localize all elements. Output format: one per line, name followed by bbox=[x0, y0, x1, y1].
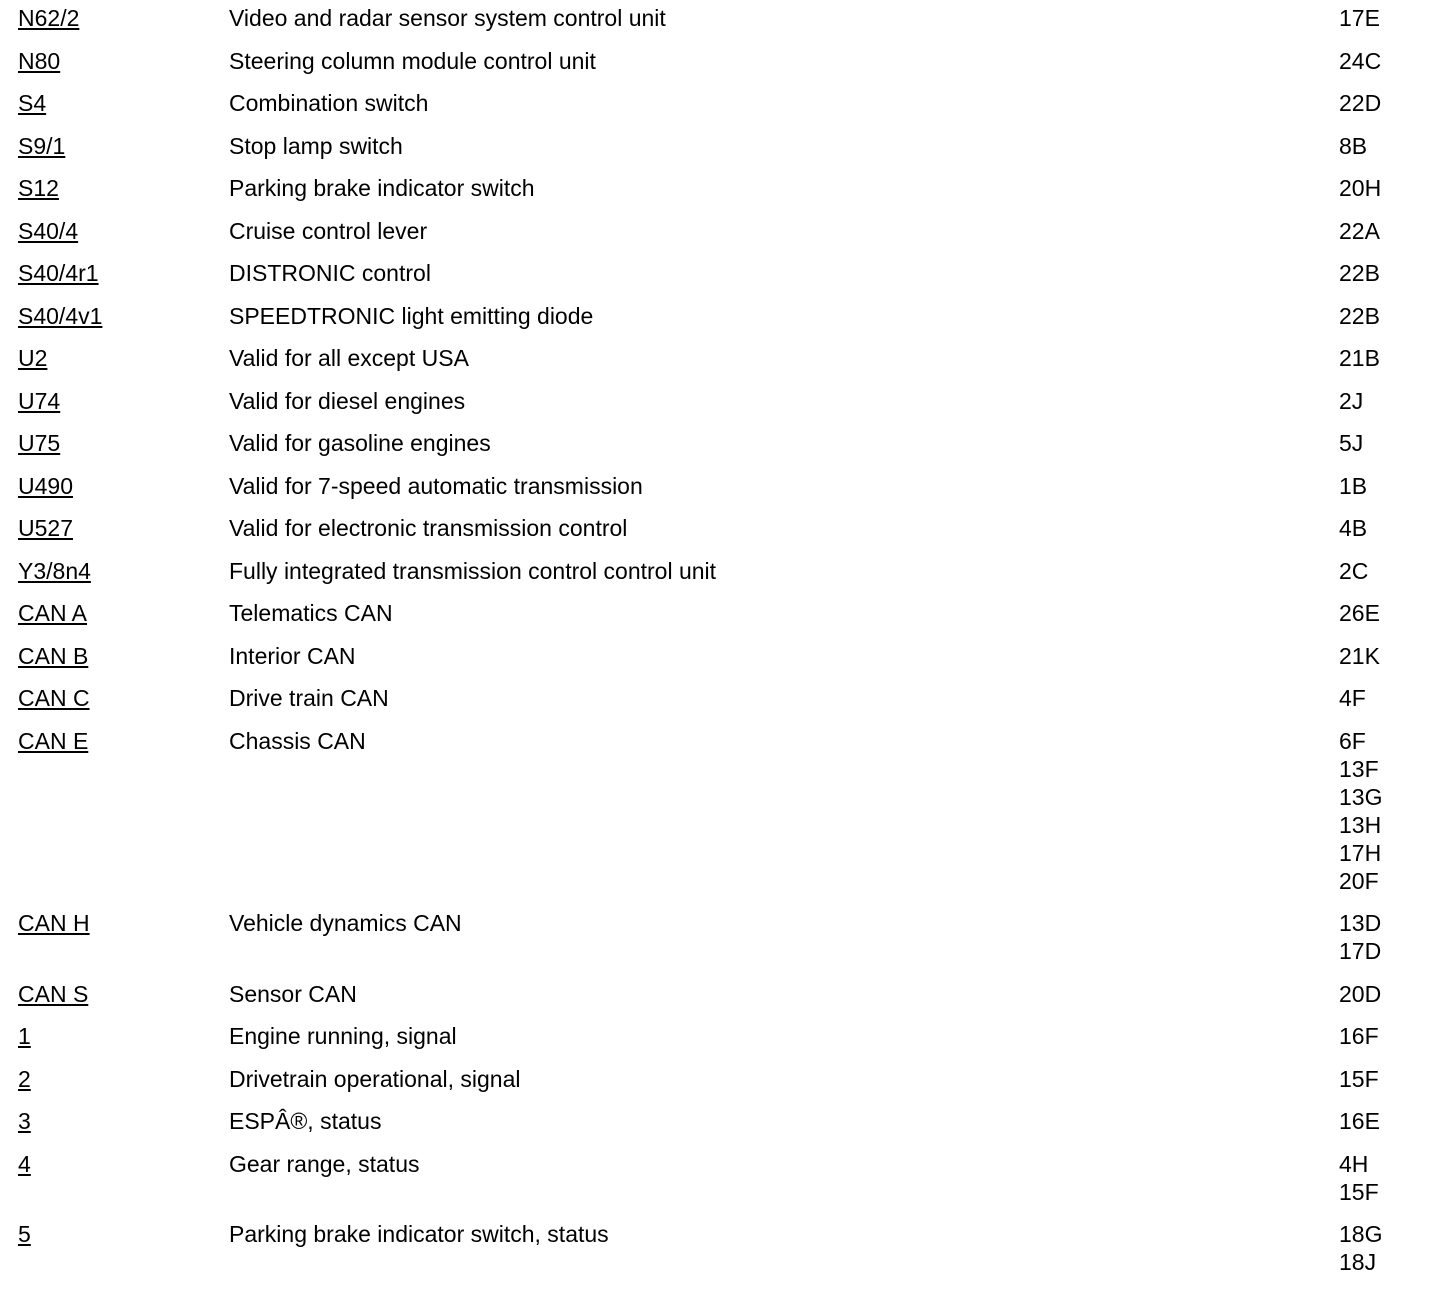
component-code-link[interactable]: S40/4v1 bbox=[18, 302, 103, 329]
grid-location: 1B bbox=[1339, 472, 1368, 499]
grid-location: 18J bbox=[1339, 1249, 1377, 1275]
grid-location-cell bbox=[1321, 1065, 1421, 1093]
grid-location-cell bbox=[1321, 429, 1421, 457]
table-row bbox=[0, 217, 1440, 260]
component-description: Drive train CAN bbox=[229, 685, 389, 711]
grid-location: 21K bbox=[1339, 642, 1380, 669]
component-code-link[interactable]: Y3/8n4 bbox=[18, 557, 91, 584]
component-code-link[interactable]: CAN H bbox=[18, 910, 90, 936]
grid-location-cell bbox=[1321, 302, 1421, 330]
table-row bbox=[0, 599, 1440, 642]
grid-location-cell bbox=[1321, 1220, 1421, 1276]
component-description: Gear range, status bbox=[229, 1150, 420, 1177]
component-description: Engine running, signal bbox=[229, 1023, 457, 1049]
component-code-link[interactable]: U490 bbox=[18, 472, 73, 499]
component-description: Stop lamp switch bbox=[229, 132, 403, 159]
component-code-cell bbox=[0, 1065, 211, 1093]
table-row bbox=[0, 727, 1440, 910]
grid-location: 20H bbox=[1339, 175, 1382, 201]
grid-location-cell bbox=[1321, 89, 1421, 117]
component-code-cell bbox=[0, 1150, 211, 1178]
grid-location: 17D bbox=[1339, 938, 1382, 964]
component-description: Valid for gasoline engines bbox=[229, 430, 491, 456]
component-code-cell bbox=[0, 387, 211, 415]
grid-location-cell bbox=[1321, 259, 1421, 287]
component-code-link[interactable]: S40/4 bbox=[18, 217, 79, 244]
component-description: Cruise control lever bbox=[229, 217, 428, 244]
grid-location-cell bbox=[1321, 599, 1421, 627]
grid-location: 26E bbox=[1339, 600, 1380, 626]
grid-location: 16F bbox=[1339, 1023, 1379, 1049]
component-description: Combination switch bbox=[229, 90, 429, 116]
table-row bbox=[0, 174, 1440, 217]
grid-location: 13D bbox=[1339, 910, 1382, 936]
component-code-link[interactable]: S40/4r1 bbox=[18, 260, 99, 286]
grid-location-cell bbox=[1321, 1150, 1421, 1206]
grid-location-cell bbox=[1321, 909, 1421, 965]
table-row bbox=[0, 259, 1440, 302]
component-code-link[interactable]: S4 bbox=[18, 90, 47, 116]
component-code-cell bbox=[0, 217, 211, 245]
grid-location-cell bbox=[1321, 132, 1421, 160]
component-code-link[interactable]: CAN S bbox=[18, 980, 89, 1007]
component-description: Valid for 7-speed automatic transmission bbox=[229, 472, 643, 499]
component-description: Vehicle dynamics CAN bbox=[229, 910, 462, 936]
grid-location: 15F bbox=[1339, 1065, 1379, 1092]
component-code-cell bbox=[0, 132, 211, 160]
component-code-link[interactable]: 2 bbox=[18, 1065, 31, 1092]
table-row bbox=[0, 1065, 1440, 1108]
table-row bbox=[0, 909, 1440, 980]
grid-location-cell bbox=[1321, 727, 1421, 895]
grid-location: 17H bbox=[1339, 839, 1382, 866]
component-description: Sensor CAN bbox=[229, 980, 357, 1007]
grid-location: 2C bbox=[1339, 557, 1369, 584]
table-row bbox=[0, 684, 1440, 727]
component-code-link[interactable]: N80 bbox=[18, 47, 61, 74]
table-row bbox=[0, 1150, 1440, 1221]
component-code-link[interactable]: CAN C bbox=[18, 685, 90, 711]
grid-location-cell bbox=[1321, 980, 1421, 1008]
grid-location: 13G bbox=[1339, 783, 1383, 810]
grid-location-cell bbox=[1321, 1107, 1421, 1135]
table-row bbox=[0, 1220, 1440, 1291]
component-code-cell bbox=[0, 1022, 211, 1050]
component-code-cell bbox=[0, 980, 211, 1008]
component-description: Valid for all except USA bbox=[229, 345, 469, 371]
component-code-link[interactable]: N62/2 bbox=[18, 5, 80, 31]
table-row bbox=[0, 1107, 1440, 1150]
component-code-cell bbox=[0, 259, 211, 287]
grid-location: 18G bbox=[1339, 1221, 1383, 1247]
grid-location: 21B bbox=[1339, 345, 1380, 371]
component-description: Valid for diesel engines bbox=[229, 387, 466, 414]
grid-location: 13F bbox=[1339, 755, 1379, 782]
component-code-link[interactable]: 1 bbox=[18, 1023, 31, 1049]
table-row bbox=[0, 132, 1440, 175]
component-code-cell bbox=[0, 684, 211, 712]
grid-location: 22D bbox=[1339, 90, 1382, 116]
component-code-link[interactable]: U527 bbox=[18, 515, 73, 541]
component-code-cell bbox=[0, 89, 211, 117]
grid-location-cell bbox=[1321, 684, 1421, 712]
component-code-link[interactable]: 3 bbox=[18, 1108, 31, 1134]
legend-table bbox=[0, 4, 1440, 1291]
component-code-cell bbox=[0, 472, 211, 500]
grid-location: 4F bbox=[1339, 685, 1366, 711]
grid-location: 4H bbox=[1339, 1150, 1369, 1177]
grid-location: 4B bbox=[1339, 515, 1368, 541]
grid-location-cell bbox=[1321, 387, 1421, 415]
component-description: Drivetrain operational, signal bbox=[229, 1065, 521, 1092]
component-code-link[interactable]: U2 bbox=[18, 345, 48, 371]
component-code-cell bbox=[0, 344, 211, 372]
table-row bbox=[0, 344, 1440, 387]
table-row bbox=[0, 514, 1440, 557]
table-row bbox=[0, 980, 1440, 1023]
component-code-link[interactable]: 5 bbox=[18, 1221, 31, 1247]
table-row bbox=[0, 429, 1440, 472]
table-row bbox=[0, 642, 1440, 685]
component-description: Chassis CAN bbox=[229, 727, 366, 754]
grid-location: 8B bbox=[1339, 132, 1368, 159]
grid-location: 17E bbox=[1339, 5, 1380, 31]
table-row bbox=[0, 47, 1440, 90]
component-code-cell bbox=[0, 429, 211, 457]
table-row bbox=[0, 472, 1440, 515]
component-code-cell bbox=[0, 727, 211, 755]
grid-location: 22B bbox=[1339, 260, 1380, 286]
table-row bbox=[0, 557, 1440, 600]
component-code-link[interactable]: S9/1 bbox=[18, 132, 66, 159]
component-code-cell bbox=[0, 4, 211, 32]
grid-location: 2J bbox=[1339, 387, 1364, 414]
grid-location: 15F bbox=[1339, 1178, 1379, 1205]
grid-location-cell bbox=[1321, 1022, 1421, 1050]
grid-location-cell bbox=[1321, 217, 1421, 245]
component-code-cell bbox=[0, 514, 211, 542]
component-code-link[interactable]: CAN E bbox=[18, 727, 89, 754]
component-code-cell bbox=[0, 642, 211, 670]
grid-location: 22A bbox=[1339, 217, 1380, 244]
grid-location: 20F bbox=[1339, 867, 1379, 894]
component-code-link[interactable]: S12 bbox=[18, 175, 59, 201]
component-code-cell bbox=[0, 599, 211, 627]
grid-location: 16E bbox=[1339, 1108, 1380, 1134]
table-row bbox=[0, 387, 1440, 430]
grid-location: 20D bbox=[1339, 980, 1382, 1007]
grid-location: 6F bbox=[1339, 727, 1366, 754]
grid-location-cell bbox=[1321, 47, 1421, 75]
grid-location-cell bbox=[1321, 4, 1421, 32]
table-row bbox=[0, 302, 1440, 345]
component-description: SPEEDTRONIC light emitting diode bbox=[229, 302, 594, 329]
component-code-cell bbox=[0, 909, 211, 937]
grid-location-cell bbox=[1321, 514, 1421, 542]
grid-location: 13H bbox=[1339, 811, 1382, 838]
component-code-link[interactable]: CAN B bbox=[18, 642, 89, 669]
component-code-cell bbox=[0, 1107, 211, 1135]
component-description: Interior CAN bbox=[229, 642, 356, 669]
grid-location-cell bbox=[1321, 642, 1421, 670]
component-description: DISTRONIC control bbox=[229, 260, 431, 286]
table-row bbox=[0, 1022, 1440, 1065]
component-code-cell bbox=[0, 1220, 211, 1248]
table-row bbox=[0, 4, 1440, 47]
component-description: Fully integrated transmission control control unit bbox=[229, 557, 717, 584]
component-description: Parking brake indicator switch, status bbox=[229, 1221, 609, 1247]
grid-location-cell bbox=[1321, 472, 1421, 500]
component-code-link[interactable]: U75 bbox=[18, 430, 61, 456]
component-code-cell bbox=[0, 174, 211, 202]
component-description: Valid for electronic transmission control bbox=[229, 515, 628, 541]
table-row bbox=[0, 89, 1440, 132]
grid-location: 5J bbox=[1339, 430, 1364, 456]
grid-location-cell bbox=[1321, 174, 1421, 202]
grid-location-cell bbox=[1321, 557, 1421, 585]
grid-location-cell bbox=[1321, 344, 1421, 372]
component-code-cell bbox=[0, 302, 211, 330]
grid-location: 22B bbox=[1339, 302, 1380, 329]
component-code-cell bbox=[0, 47, 211, 75]
component-code-link[interactable]: CAN A bbox=[18, 600, 88, 626]
grid-location: 24C bbox=[1339, 47, 1382, 74]
component-code-cell bbox=[0, 557, 211, 585]
component-description: Video and radar sensor system control unit bbox=[229, 5, 666, 31]
component-description: Steering column module control unit bbox=[229, 47, 596, 74]
component-description: Parking brake indicator switch bbox=[229, 175, 535, 201]
component-description: ESPÂ®, status bbox=[229, 1108, 382, 1134]
component-description: Telematics CAN bbox=[229, 600, 393, 626]
component-code-link[interactable]: 4 bbox=[18, 1150, 31, 1177]
component-code-link[interactable]: U74 bbox=[18, 387, 61, 414]
